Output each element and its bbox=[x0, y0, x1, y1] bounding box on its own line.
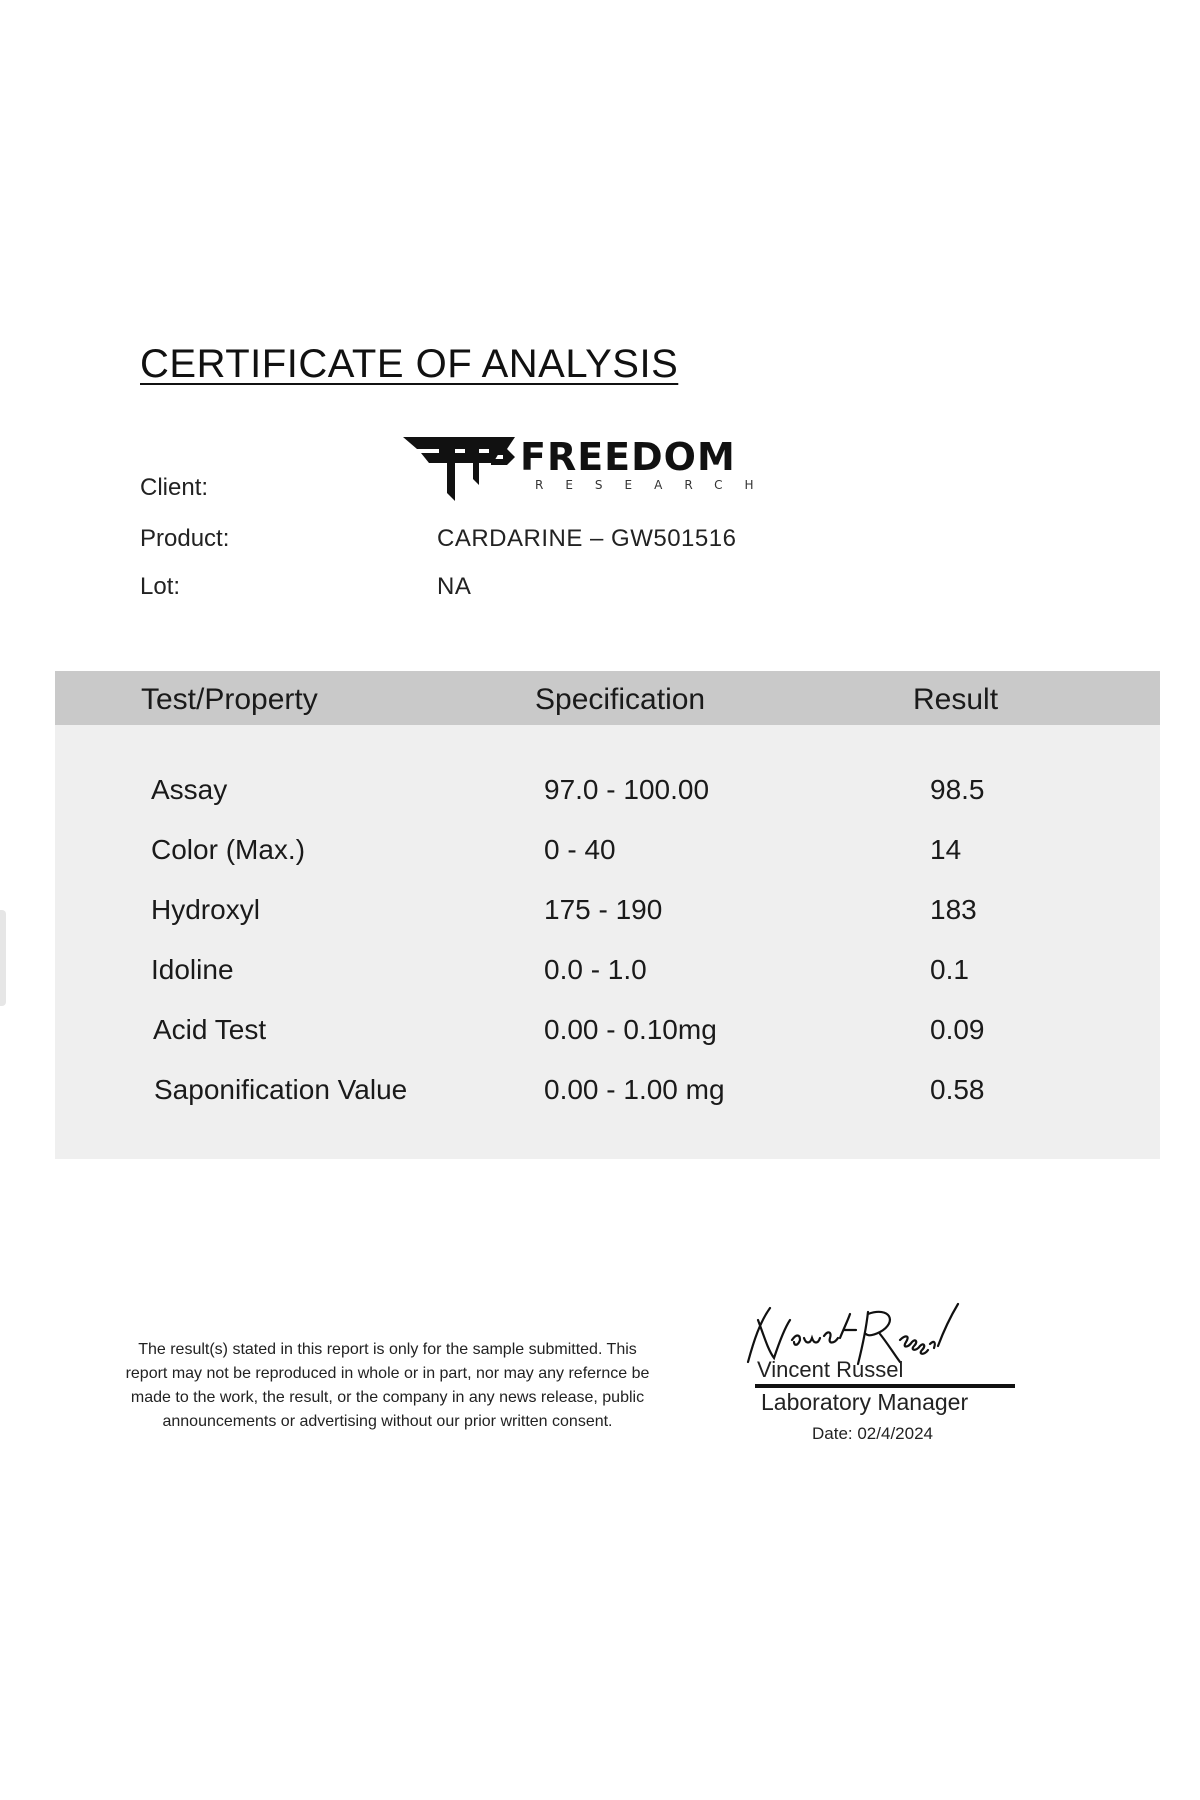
signature-line bbox=[755, 1384, 1015, 1388]
cell-test: Assay bbox=[151, 774, 228, 805]
cell-spec: 97.0 - 100.00 bbox=[544, 774, 710, 805]
signature-date: Date: 02/4/2024 bbox=[812, 1424, 933, 1443]
logo-wordmark: FREEDOM bbox=[520, 435, 736, 479]
logo-mark-icon bbox=[403, 435, 518, 505]
cell-result: 0.1 bbox=[930, 954, 969, 985]
header-test-property: Test/Property bbox=[141, 683, 318, 716]
document-title: CERTIFICATE OF ANALYSIS bbox=[140, 342, 679, 386]
cell-spec: 0.0 - 1.0 bbox=[544, 954, 647, 985]
freedom-research-logo bbox=[403, 435, 776, 505]
cell-spec: 0.00 - 1.00 mg bbox=[544, 1074, 725, 1105]
results-table bbox=[55, 671, 1160, 1159]
cell-result: 183 bbox=[930, 894, 977, 925]
lot-label: Lot: bbox=[140, 573, 181, 600]
page-edge-tab bbox=[0, 910, 6, 1006]
signer-name: Vincent Russel bbox=[757, 1357, 904, 1382]
cell-result: 98.5 bbox=[930, 774, 985, 805]
disclaimer-text: The result(s) stated in this report is only for the sample submitted. This report may not be reproduced in whole or in part, nor may any refernce be made to the work, the result, or the company in any news release, public announcements or advertising without our prior written consent. bbox=[125, 1341, 650, 1430]
table-header bbox=[55, 671, 1160, 725]
cell-result: 0.09 bbox=[930, 1014, 985, 1045]
table-row bbox=[55, 774, 1160, 824]
table-row bbox=[55, 834, 1160, 884]
table-row bbox=[55, 1074, 1160, 1124]
lot-value: NA bbox=[437, 573, 472, 600]
cell-result: 0.58 bbox=[930, 1074, 985, 1105]
product-value: CARDARINE – GW501516 bbox=[437, 525, 737, 552]
cell-spec: 175 - 190 bbox=[544, 894, 663, 925]
cell-test: Saponification Value bbox=[154, 1074, 408, 1105]
cell-test: Hydroxyl bbox=[151, 894, 260, 925]
header-specification: Specification bbox=[535, 683, 706, 716]
signer-role: Laboratory Manager bbox=[761, 1389, 969, 1415]
logo-subtitle: RESEARCH bbox=[535, 478, 776, 492]
product-label: Product: bbox=[140, 525, 230, 552]
cell-test: Idoline bbox=[151, 954, 234, 985]
cell-spec: 0.00 - 0.10mg bbox=[544, 1014, 717, 1045]
table-row bbox=[55, 894, 1160, 944]
table-row bbox=[55, 1014, 1160, 1064]
table-row bbox=[55, 954, 1160, 1004]
client-label: Client: bbox=[140, 474, 209, 501]
cell-test: Acid Test bbox=[153, 1014, 267, 1045]
cell-test: Color (Max.) bbox=[151, 834, 306, 865]
header-result: Result bbox=[913, 683, 999, 716]
cell-spec: 0 - 40 bbox=[544, 834, 616, 865]
cell-result: 14 bbox=[930, 834, 962, 865]
